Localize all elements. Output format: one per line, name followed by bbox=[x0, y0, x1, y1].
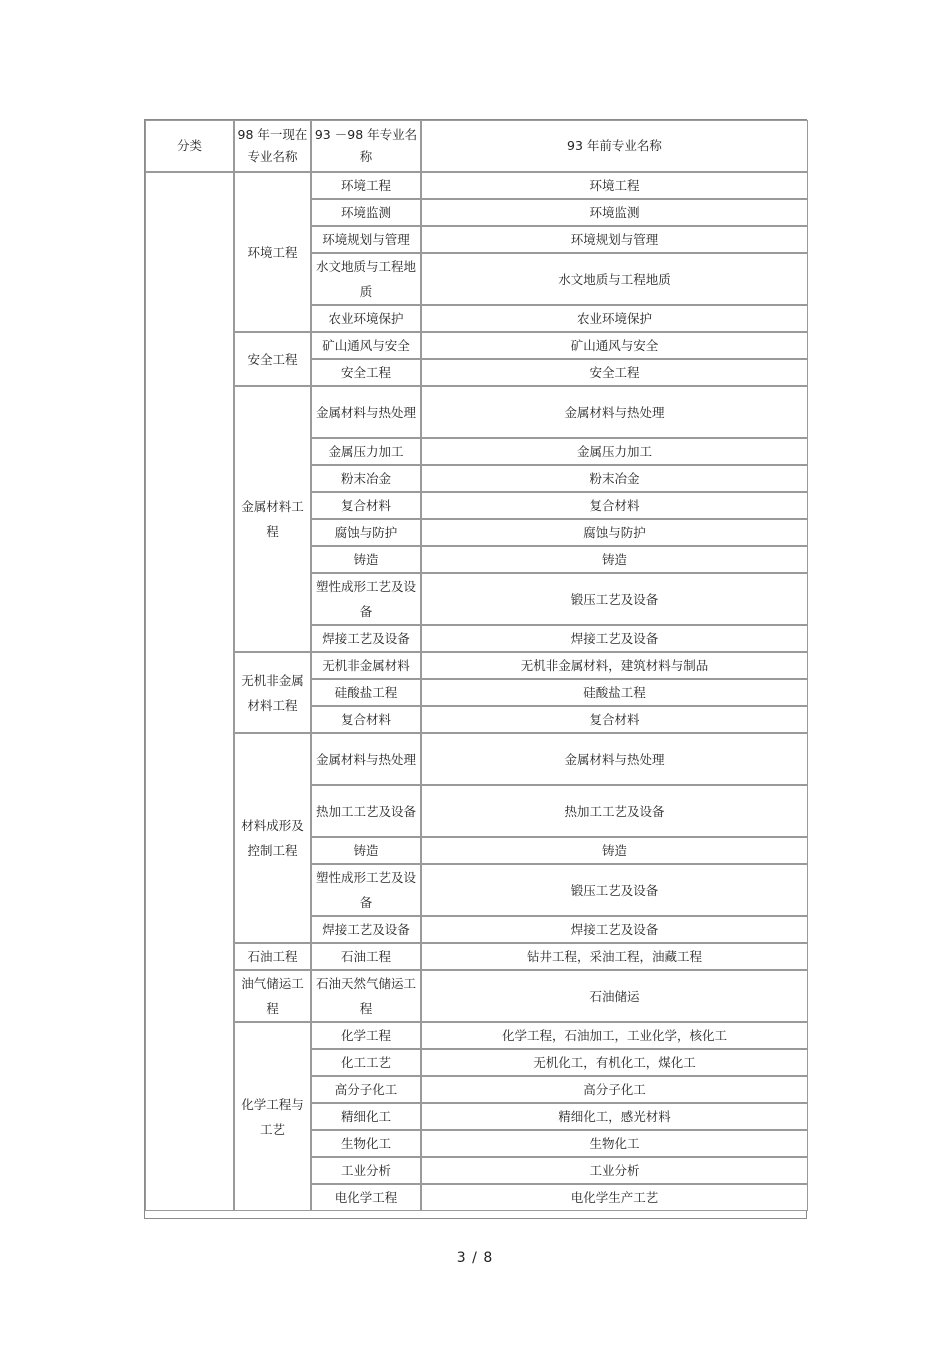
current-major-cell bbox=[234, 332, 311, 386]
old-major-cell bbox=[421, 837, 808, 864]
old-major-cell bbox=[421, 943, 808, 970]
mid-major-cell-text: 复合材料 bbox=[340, 712, 391, 727]
mid-major-cell bbox=[311, 625, 421, 652]
mid-major-cell-text: 安全工程 bbox=[340, 365, 391, 380]
mid-major-cell-text: 化工工艺 bbox=[340, 1055, 391, 1070]
mid-major-cell-text: 水文地质与工程地质 bbox=[315, 259, 416, 299]
old-major-cell-text: 水文地质与工程地质 bbox=[558, 271, 671, 287]
current-major-cell-text: 石油工程 bbox=[247, 949, 298, 964]
old-major-cell-text: 电化学生产工艺 bbox=[570, 1190, 659, 1205]
old-major-cell-text: 粉末冶金 bbox=[589, 471, 640, 486]
mid-major-cell bbox=[311, 386, 421, 438]
old-major-cell-text: 热加工工艺及设备 bbox=[564, 803, 665, 819]
header-category-text: 分类 bbox=[176, 138, 202, 153]
old-major-cell bbox=[421, 625, 808, 652]
old-major-cell-text: 锻压工艺及设备 bbox=[570, 882, 659, 898]
old-major-cell-text: 锻压工艺及设备 bbox=[570, 591, 659, 607]
old-major-cell bbox=[421, 733, 808, 785]
old-major-cell bbox=[421, 706, 808, 733]
mid-major-cell-text: 高分子化工 bbox=[334, 1082, 398, 1097]
old-major-cell-text: 石油储运 bbox=[589, 988, 640, 1004]
old-major-cell bbox=[421, 492, 808, 519]
old-major-cell-text: 工业分析 bbox=[589, 1163, 640, 1178]
mid-major-cell-text: 电化学工程 bbox=[334, 1190, 398, 1205]
page-indicator bbox=[0, 1250, 950, 1266]
mid-major-cell bbox=[311, 1076, 421, 1103]
old-major-cell-text: 环境规划与管理 bbox=[570, 232, 659, 247]
old-major-cell bbox=[421, 785, 808, 837]
old-major-cell bbox=[421, 970, 808, 1022]
header-mid-name bbox=[311, 120, 421, 172]
current-major-cell-text: 环境工程 bbox=[247, 244, 298, 260]
old-major-cell-text: 化学工程，石油加工，工业化学，核化工 bbox=[501, 1028, 727, 1043]
current-major-cell bbox=[234, 652, 311, 733]
old-major-cell bbox=[421, 1076, 808, 1103]
page-current: 3 bbox=[456, 1250, 467, 1266]
current-major-cell bbox=[234, 733, 311, 943]
current-major-cell-text: 化学工程与工艺 bbox=[241, 1096, 304, 1137]
old-major-cell bbox=[421, 864, 808, 916]
header-current-name-text: 98 年一现在专业名称 bbox=[237, 127, 308, 164]
mid-major-cell-text: 复合材料 bbox=[340, 498, 391, 513]
old-major-cell bbox=[421, 652, 808, 679]
old-major-cell bbox=[421, 386, 808, 438]
mid-major-cell-text: 无机非金属材料 bbox=[322, 658, 410, 673]
old-major-cell-text: 焊接工艺及设备 bbox=[570, 922, 659, 937]
old-major-cell bbox=[421, 1184, 808, 1211]
old-major-cell-text: 环境工程 bbox=[589, 178, 640, 193]
mid-major-cell bbox=[311, 652, 421, 679]
old-major-cell bbox=[421, 573, 808, 625]
old-major-cell bbox=[421, 519, 808, 546]
mid-major-cell-text: 石油工程 bbox=[340, 949, 391, 964]
mid-major-cell-text: 金属材料与热处理 bbox=[315, 751, 416, 767]
mid-major-cell bbox=[311, 1103, 421, 1130]
mid-major-cell bbox=[311, 438, 421, 465]
mid-major-cell-text: 金属压力加工 bbox=[328, 444, 404, 459]
old-major-cell-text: 高分子化工 bbox=[583, 1082, 646, 1097]
page-total: 8 bbox=[483, 1250, 494, 1266]
mid-major-cell bbox=[311, 305, 421, 332]
mid-major-cell-text: 塑性成形工艺及设备 bbox=[315, 579, 416, 619]
mid-major-cell bbox=[311, 359, 421, 386]
current-major-cell bbox=[234, 970, 311, 1022]
mid-major-cell-text: 精细化工 bbox=[340, 1109, 391, 1124]
old-major-cell bbox=[421, 226, 808, 253]
header-category bbox=[145, 120, 234, 172]
old-major-cell-text: 铸造 bbox=[601, 552, 627, 567]
mid-major-cell-text: 化学工程 bbox=[340, 1028, 391, 1043]
old-major-cell-text: 生物化工 bbox=[589, 1136, 640, 1151]
mid-major-cell-text: 金属材料与热处理 bbox=[315, 404, 416, 420]
old-major-cell-text: 硅酸盐工程 bbox=[583, 685, 646, 700]
mid-major-cell bbox=[311, 943, 421, 970]
old-major-cell-text: 安全工程 bbox=[589, 365, 640, 380]
mid-major-cell-text: 工业分析 bbox=[340, 1163, 391, 1178]
mid-major-cell-text: 铸造 bbox=[353, 843, 379, 858]
current-major-cell bbox=[234, 386, 311, 652]
mid-major-cell bbox=[311, 679, 421, 706]
old-major-cell-text: 钻井工程，采油工程，油藏工程 bbox=[526, 949, 702, 964]
old-major-cell bbox=[421, 359, 808, 386]
mid-major-cell-text: 环境规划与管理 bbox=[322, 232, 410, 247]
old-major-cell-text: 金属材料与热处理 bbox=[564, 404, 665, 420]
old-major-cell-text: 无机化工，有机化工，煤化工 bbox=[533, 1055, 696, 1070]
mid-major-cell-text: 农业环境保护 bbox=[328, 311, 404, 326]
mid-major-cell-text: 焊接工艺及设备 bbox=[322, 922, 410, 937]
old-major-cell bbox=[421, 1103, 808, 1130]
old-major-cell bbox=[421, 679, 808, 706]
current-major-cell bbox=[234, 943, 311, 970]
mid-major-cell bbox=[311, 837, 421, 864]
mid-major-cell bbox=[311, 573, 421, 625]
mid-major-cell bbox=[311, 226, 421, 253]
mid-major-cell-text: 环境工程 bbox=[340, 178, 391, 193]
mid-major-cell-text: 粉末冶金 bbox=[340, 471, 391, 486]
old-major-cell-text: 无机非金属材料，建筑材料与制品 bbox=[520, 658, 709, 673]
mid-major-cell bbox=[311, 465, 421, 492]
header-current-name bbox=[234, 120, 311, 172]
old-major-cell-text: 农业环境保护 bbox=[576, 311, 652, 326]
mid-major-cell bbox=[311, 864, 421, 916]
mid-major-cell-text: 硅酸盐工程 bbox=[334, 685, 398, 700]
mid-major-cell bbox=[311, 1157, 421, 1184]
current-major-cell-text: 安全工程 bbox=[247, 351, 298, 367]
old-major-cell-text: 精细化工，感光材料 bbox=[558, 1109, 671, 1124]
mid-major-cell bbox=[311, 172, 421, 199]
old-major-cell bbox=[421, 1049, 808, 1076]
mid-major-cell-text: 腐蚀与防护 bbox=[334, 525, 398, 540]
old-major-cell-text: 铸造 bbox=[601, 843, 627, 858]
header-old-name-text: 93 年前专业名称 bbox=[567, 138, 662, 153]
mid-major-cell-text: 矿山通风与安全 bbox=[322, 338, 410, 353]
old-major-cell-text: 环境监测 bbox=[589, 205, 640, 220]
old-major-cell bbox=[421, 305, 808, 332]
mid-major-cell bbox=[311, 970, 421, 1022]
mid-major-cell bbox=[311, 199, 421, 226]
old-major-cell-text: 焊接工艺及设备 bbox=[570, 631, 659, 646]
category-cell bbox=[145, 172, 234, 1211]
mid-major-cell bbox=[311, 253, 421, 305]
mid-major-cell bbox=[311, 706, 421, 733]
mid-major-cell-text: 铸造 bbox=[353, 552, 379, 567]
mid-major-cell bbox=[311, 1130, 421, 1157]
mid-major-cell bbox=[311, 332, 421, 359]
old-major-cell bbox=[421, 172, 808, 199]
current-major-cell bbox=[234, 1022, 311, 1211]
mid-major-cell bbox=[311, 492, 421, 519]
old-major-cell bbox=[421, 546, 808, 573]
current-major-cell-text: 无机非金属材料工程 bbox=[241, 672, 304, 713]
header-mid-name-text: 93 －98 年专业名称 bbox=[314, 127, 418, 164]
current-major-cell-text: 材料成形及控制工程 bbox=[241, 818, 304, 858]
old-major-cell bbox=[421, 1130, 808, 1157]
mid-major-cell bbox=[311, 916, 421, 943]
mid-major-cell bbox=[311, 1184, 421, 1211]
mid-major-cell-text: 热加工工艺及设备 bbox=[315, 803, 416, 819]
old-major-cell bbox=[421, 465, 808, 492]
current-major-cell-text: 金属材料工程 bbox=[241, 499, 304, 539]
old-major-cell bbox=[421, 1022, 808, 1049]
old-major-cell-text: 复合材料 bbox=[589, 712, 640, 727]
old-major-cell bbox=[421, 1157, 808, 1184]
old-major-cell-text: 金属材料与热处理 bbox=[564, 751, 665, 767]
mid-major-cell bbox=[311, 1022, 421, 1049]
old-major-cell bbox=[421, 332, 808, 359]
old-major-cell bbox=[421, 916, 808, 943]
mid-major-cell-text: 生物化工 bbox=[340, 1136, 391, 1151]
mid-major-cell bbox=[311, 546, 421, 573]
old-major-cell-text: 金属压力加工 bbox=[576, 444, 652, 459]
mid-major-cell-text: 环境监测 bbox=[340, 205, 391, 220]
mid-major-cell bbox=[311, 1049, 421, 1076]
old-major-cell-text: 腐蚀与防护 bbox=[583, 525, 646, 540]
mid-major-cell bbox=[311, 519, 421, 546]
page-separator: / bbox=[472, 1250, 478, 1266]
old-major-cell bbox=[421, 253, 808, 305]
old-major-cell-text: 矿山通风与安全 bbox=[570, 338, 659, 353]
major-mapping-table bbox=[144, 119, 807, 1219]
mid-major-cell-text: 焊接工艺及设备 bbox=[322, 631, 410, 646]
old-major-cell-text: 复合材料 bbox=[589, 498, 640, 513]
current-major-cell-text: 油气储运工程 bbox=[241, 976, 304, 1016]
mid-major-cell-text: 石油天然气储运工程 bbox=[315, 976, 416, 1016]
mid-major-cell bbox=[311, 785, 421, 837]
old-major-cell bbox=[421, 199, 808, 226]
header-old-name bbox=[421, 120, 808, 172]
old-major-cell bbox=[421, 438, 808, 465]
mid-major-cell bbox=[311, 733, 421, 785]
mid-major-cell-text: 塑性成形工艺及设备 bbox=[315, 870, 416, 910]
current-major-cell bbox=[234, 172, 311, 332]
